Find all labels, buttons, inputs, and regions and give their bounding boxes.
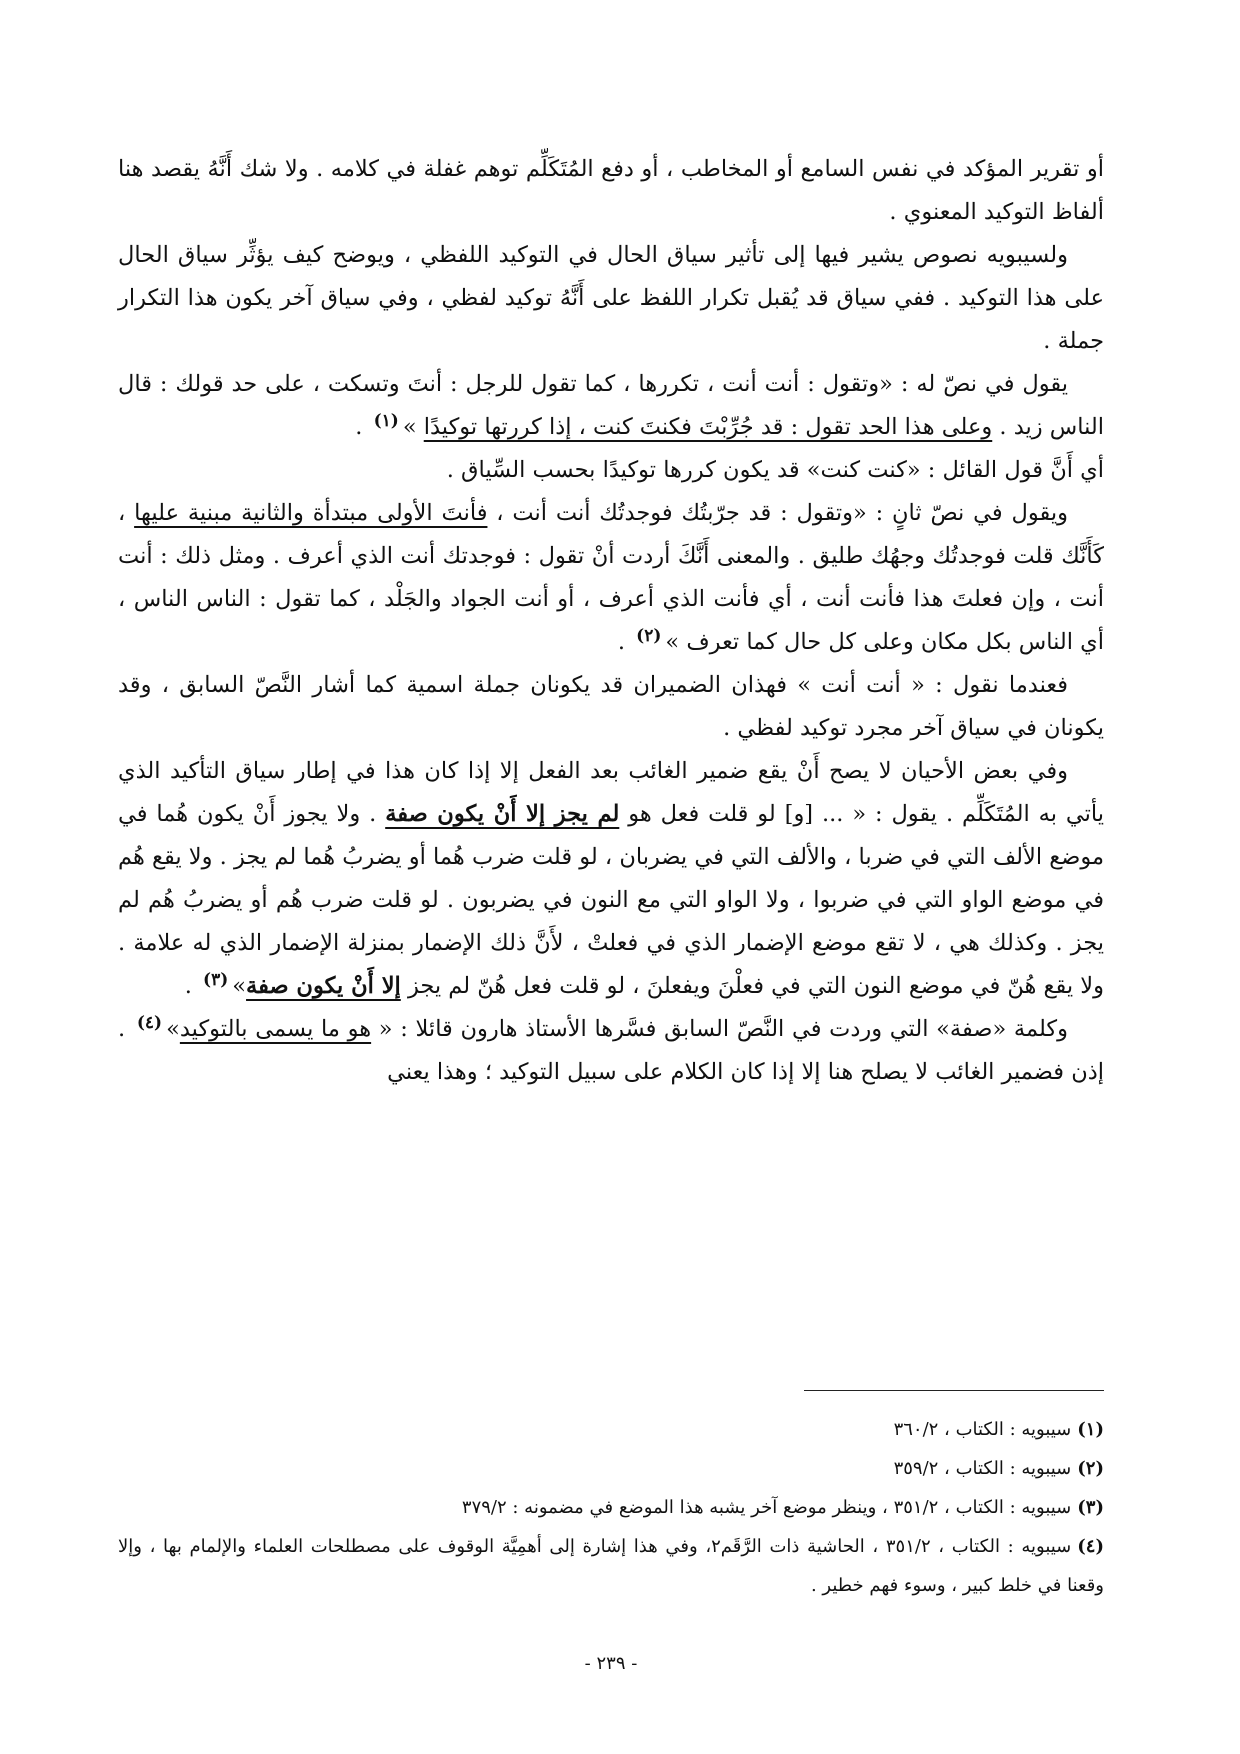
footnote-reference: (٢) <box>636 625 662 646</box>
footnote-number: (٤) <box>1077 1536 1104 1557</box>
footnote-text: سيبويه : الكتاب ، ٣٥١/٢ ، وينظر موضع آخر يشبه هذا الموضع في مضمونه : ٣٧٩/٢ <box>461 1497 1072 1518</box>
paragraph-text: » <box>402 414 424 440</box>
paragraph-text: فعندما نقول : « أنت أنت » فهذان الضميران قد يكونان جملة اسمية كما أشار النَّصّ السابق ، وقد يكونان في سياق آخر مجرد توكيد لفظي . <box>118 672 1104 741</box>
footnote <box>118 1410 1104 1449</box>
footnote-number: (٢) <box>1077 1458 1104 1479</box>
paragraph <box>118 148 1104 234</box>
footnote-reference: (١) <box>373 410 399 431</box>
body-text <box>118 148 1104 1094</box>
paragraph-text: وكلمة «صفة» التي وردت في النَّصّ السابق فسَّرها الأستاذ هارون قائلا : « <box>371 1016 1068 1042</box>
paragraph-text: وفي بعض الأحيان لا يصح أَنْ يقع ضمير الغائب بعد الفعل إلا إذا كان هذا في إطار سياق التأكيد الذي يأتي به المُتَكَلِّم . يقول : « ... [و] لو قلت فعل هو <box>118 758 1104 827</box>
footnote-reference: (٤) <box>136 1012 163 1033</box>
footnote <box>118 1449 1104 1488</box>
underlined-quote: فأنتَ الأولى مبتدأة والثانية مبنية عليها <box>134 500 488 526</box>
paragraph-text: أو تقرير المؤكد في نفس السامع أو المخاطب ، أو دفع المُتَكَلِّم توهم غفلة في كلامه . ولا شك أَنَّهُ يقصد هنا ألفاظ التوكيد المعنوي . <box>118 156 1104 225</box>
paragraph-text: يقول في نصّ له : «وتقول : أنت أنت ، تكررها ، كما تقول للرجل : أنتَ وتسكت ، على حد قولك : قال الناس زيد . <box>118 371 1104 440</box>
page-number: - ٢٣٩ - <box>584 1653 638 1674</box>
paragraph-text: . <box>617 629 633 655</box>
underlined-quote: وعلى هذا الحد تقول : قد جُرِّبْتَ فكنتَ كنت ، إذا كررتها توكيدًا <box>423 414 993 440</box>
paragraph-text: أي أَنَّ قول القائل : «كنت كنت» قد يكون كررها توكيدًا بحسب السِّياق . <box>446 457 1104 483</box>
underlined-quote: هو ما يسمى بالتوكيد <box>179 1016 372 1042</box>
paragraph <box>118 1008 1104 1094</box>
footnote <box>118 1527 1104 1605</box>
bold-underlined-quote: إلا أَنْ يكون صفة <box>246 973 401 999</box>
footnote-reference: (٣) <box>203 969 229 990</box>
paragraph-text: » <box>232 973 247 999</box>
document-page <box>118 0 1104 1754</box>
paragraph-text: ويقول في نصّ ثانٍ : «وتقول : قد جرّبتُك فوجدتُك أنت أنت ، <box>487 500 1068 526</box>
footnote-divider <box>804 1390 1104 1391</box>
footnote-text: سيبويه : الكتاب ، ٣٥١/٢ ، الحاشية ذات الرَّقَم٢، وفي هذا إشارة إلى أهمِيَّة الوقوف على مصطلحات العلماء والإلمام بها ، وإلا وقعنا في خلط كبير ، وسوء فهم خطير . <box>118 1536 1104 1596</box>
footnote-number: (١) <box>1077 1419 1104 1440</box>
footnotes <box>118 1410 1104 1605</box>
paragraph <box>118 664 1104 750</box>
paragraph <box>118 234 1104 363</box>
footnote <box>118 1488 1104 1527</box>
footnote-text: سيبويه : الكتاب ، ٣٦٠/٢ <box>893 1419 1072 1440</box>
paragraph <box>118 363 1104 449</box>
paragraph-text: ، كَأَنَّك قلت فوجدتُك وجهُك طليق . والمعنى أَنَّكَ أردت أنْ تقول : فوجدتك أنت الذي أعرف . ومثل ذلك : أنت أنت ، وإن فعلتَ هذا فأنت أنت ، أي فأنت الذي أعرف ، أو أنت الجواد والجَلْد ، كما تقول : الناس الناس ، أي الناس بكل مكان وعلى كل حال كما تعرف » <box>118 500 1104 655</box>
paragraph-text: . <box>184 973 200 999</box>
paragraph-text: . إذن فضمير الغائب لا يصلح هنا إلا إذا كان الكلام على سبيل التوكيد ؛ وهذا يعني <box>118 1016 1104 1085</box>
paragraph <box>118 750 1104 1008</box>
bold-underlined-quote: لم يجز إلا أَنْ يكون صفة <box>385 801 620 827</box>
paragraph-text: » <box>166 1016 180 1042</box>
footnote-text: سيبويه : الكتاب ، ٣٥٩/٢ <box>893 1458 1072 1479</box>
paragraph-text: ولسيبويه نصوص يشير فيها إلى تأثير سياق الحال في التوكيد اللفظي ، ويوضح كيف يؤثِّر سياق الحال على هذا التوكيد . ففي سياق قد يُقبل تكرار اللفظ على أَنَّهُ توكيد لفظي ، وفي سياق آخر يكون هذا التكرار جملة . <box>118 242 1104 354</box>
paragraph <box>118 492 1104 664</box>
paragraph-text: . <box>355 414 370 440</box>
footnote-number: (٣) <box>1077 1497 1104 1518</box>
paragraph <box>118 449 1104 492</box>
paragraph-text: . ولا يجوز أَنْ يكون هُما في موضع الألف التي في ضربا ، والألف التي في يضربان ، لو قلت ضرب هُما أو يضربُ هُما لم يجز . ولا يقع هُم في موضع الواو التي في ضربوا ، ولا الواو التي مع النون في يضربون . لو قلت ضرب هُم أو يضربُ هُم لم يجز . وكذلك هي ، لا تقع موضع الإضمار الذي في فعلتْ ، لأَنَّ ذلك الإضمار بمنزلة الإضمار الذي له علامة . ولا يقع هُنّ في موضع النون التي في فعلْنَ ويفعلنَ ، لو قلت فعل هُنّ لم يجز <box>118 801 1104 999</box>
